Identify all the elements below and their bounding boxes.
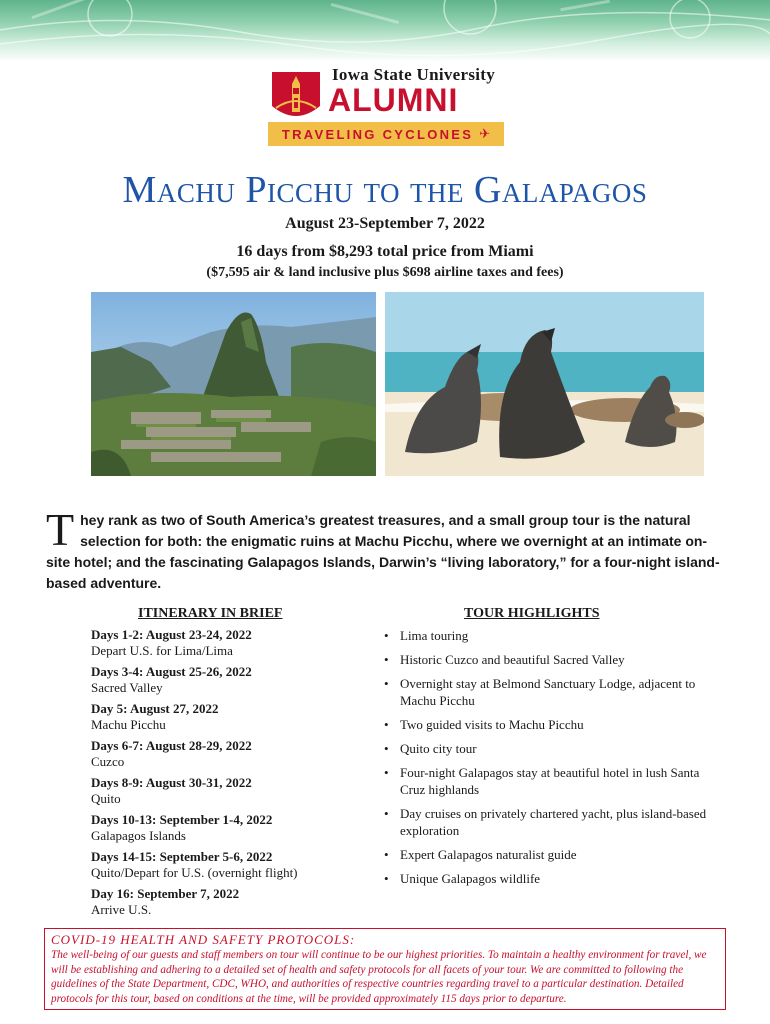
itinerary-day-title: Day 16: September 7, 2022 [91, 886, 240, 901]
itinerary-day [91, 664, 351, 696]
bullet-icon: • [384, 717, 389, 732]
covid-body: The well-being of our guests and staff members on tour will continue to be our highest priorities. To maintain a healthy environment for travel, we will be establishing and adhering to a detailed set of health and safety protocols for all facets of your tour. We are committed to following the guidelines of the State Department, CDC, WHO, and authorities of respective countries regarding travel to a particular destination. Detailed protocols for this tour, based on conditions at the time, will be provided approximately 115 days prior to departure. [51, 949, 707, 1005]
tour-price: 16 days from $8,293 total price from Miami [236, 243, 534, 260]
covid-protocols-box [44, 928, 726, 1010]
tour-dates: August 23-September 7, 2022 [285, 215, 485, 232]
itinerary-day [91, 738, 351, 770]
highlight-item [384, 740, 714, 757]
itinerary-day-title: Days 8-9: August 30-31, 2022 [91, 775, 252, 790]
highlight-text: Quito city tour [400, 741, 477, 756]
isu-alumni-logo [268, 62, 504, 148]
highlight-item [384, 846, 714, 863]
traveling-cyclones-text: TRAVELING CYCLONES [281, 126, 474, 142]
highlight-item [384, 627, 714, 644]
itinerary-heading: ITINERARY IN BRIEF [138, 606, 283, 621]
highlight-text: Two guided visits to Machu Picchu [400, 717, 584, 732]
alumni-wordmark: ALUMNI [328, 82, 459, 118]
campanile-icon [270, 64, 322, 124]
itinerary-day [91, 627, 351, 659]
itinerary-day-title: Days 6-7: August 28-29, 2022 [91, 738, 252, 753]
highlight-text: Expert Galapagos naturalist guide [400, 847, 577, 862]
highlight-item [384, 805, 714, 839]
bullet-icon: • [384, 676, 389, 691]
galapagos-sea-lions-photo [385, 292, 704, 476]
bullet-icon: • [384, 765, 389, 780]
university-name: Iowa State University [332, 65, 496, 84]
banner-pattern [0, 0, 770, 62]
highlight-item [384, 675, 714, 709]
itinerary-day-desc: Depart U.S. for Lima/Lima [91, 643, 233, 658]
machu-picchu-photo [91, 292, 376, 476]
itinerary-day [91, 701, 351, 733]
highlight-item [384, 764, 714, 798]
intro-dropcap: T [46, 504, 75, 555]
covid-heading: COVID-19 HEALTH AND SAFETY PROTOCOLS: [51, 932, 356, 947]
highlight-text: Lima touring [400, 628, 469, 643]
itinerary-day-desc: Quito/Depart for U.S. (overnight flight) [91, 865, 298, 880]
bullet-icon: • [384, 628, 389, 643]
highlights-list [384, 627, 714, 894]
intro-text: hey rank as two of South America’s greatest treasures, and a small group tour is the natural selection for both: the enigmatic ruins at Machu Picchu, where we overnight at an intimate on-site hotel; and the fascinating Galapagos Islands, Darwin’s “living laboratory,” for a four-night island-based adventure. [46, 512, 720, 591]
itinerary-day-title: Days 10-13: September 1-4, 2022 [91, 812, 273, 827]
highlight-item [384, 870, 714, 887]
highlight-item [384, 651, 714, 668]
highlight-text: Unique Galapagos wildlife [400, 871, 541, 886]
itinerary-day [91, 849, 351, 881]
bullet-icon: • [384, 741, 389, 756]
itinerary-day-desc: Quito [91, 791, 121, 806]
itinerary-day-desc: Cuzco [91, 754, 125, 769]
itinerary-day [91, 886, 351, 918]
itinerary-day-desc: Galapagos Islands [91, 828, 186, 843]
intro-paragraph [46, 504, 724, 594]
traveling-cyclones-bar [268, 122, 504, 146]
decorative-banner [0, 0, 770, 62]
bullet-icon: • [384, 847, 389, 862]
bullet-icon: • [384, 806, 389, 821]
highlight-text: Overnight stay at Belmond Sanctuary Lodge, adjacent to Machu Picchu [400, 676, 696, 708]
itinerary-day-desc: Arrive U.S. [91, 902, 152, 917]
itinerary-day-desc: Machu Picchu [91, 717, 166, 732]
itinerary-list [91, 627, 351, 923]
highlight-text: Four-night Galapagos stay at beautiful hotel in lush Santa Cruz highlands [400, 765, 700, 797]
itinerary-day [91, 775, 351, 807]
airplane-icon: ✈ [479, 126, 491, 141]
highlight-text: Historic Cuzco and beautiful Sacred Valley [400, 652, 625, 667]
itinerary-day-title: Days 3-4: August 25-26, 2022 [91, 664, 252, 679]
tour-price-detail: ($7,595 air & land inclusive plus $698 airline taxes and fees) [206, 265, 564, 280]
itinerary-day-title: Days 1-2: August 23-24, 2022 [91, 627, 252, 642]
highlight-item [384, 716, 714, 733]
highlights-heading: TOUR HIGHLIGHTS [464, 606, 600, 621]
bullet-icon: • [384, 871, 389, 886]
itinerary-day-title: Day 5: August 27, 2022 [91, 701, 219, 716]
tour-title: Machu Picchu to the Galapagos [122, 169, 648, 211]
bullet-icon: • [384, 652, 389, 667]
itinerary-day-title: Days 14-15: September 5-6, 2022 [91, 849, 273, 864]
itinerary-day-desc: Sacred Valley [91, 680, 163, 695]
highlight-text: Day cruises on privately chartered yacht, plus island-based exploration [400, 806, 707, 838]
itinerary-day [91, 812, 351, 844]
